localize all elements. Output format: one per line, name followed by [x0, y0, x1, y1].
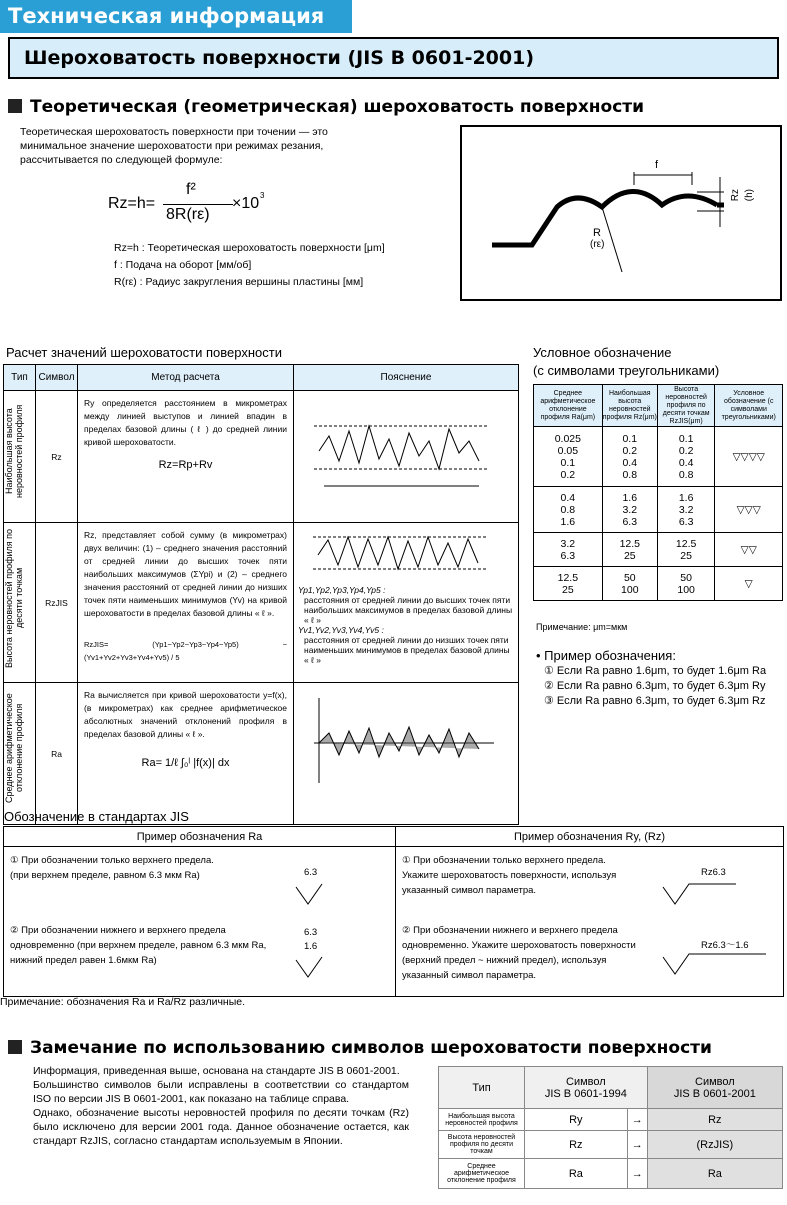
usage-p2: Большинство символов были исправлены в соответствии со стандартом ISO по версии JIS B 0601-2001, как показано на таблице справа. — [33, 1079, 409, 1105]
table-row — [534, 487, 783, 533]
cond-values — [534, 567, 603, 601]
diagram-h-label: (h) — [744, 189, 755, 202]
cond-table — [533, 384, 783, 601]
section-theoretical-title — [8, 97, 644, 117]
examples-title: • Пример обозначения: — [536, 648, 676, 663]
cond-values — [602, 427, 657, 487]
cond-value: 0.8 — [560, 503, 576, 516]
cond-values — [602, 487, 657, 533]
cond-th-sym: Условное обозначение (с символами треугольниками) — [715, 385, 783, 427]
profile-chart — [298, 525, 508, 583]
page-header: Техническая информация — [0, 0, 352, 33]
std-new: Rz — [647, 1109, 782, 1131]
diagram-r-label: R — [593, 227, 601, 239]
row-method: Ry определяется расстоянием в микрометрах между линией выступов и линией впадин в пределах базовой длины ( ℓ ) до средней линии кривой шероховатости. — [84, 398, 287, 447]
row-symbol: Ra — [36, 683, 78, 825]
th-explanation: Пояснение — [294, 365, 519, 391]
cond-title — [533, 344, 719, 380]
def-r: R(rε) : Радиус закругления вершины пластины [мм] — [114, 276, 364, 288]
cond-value: 12.5 — [557, 571, 579, 584]
arrow-icon: → — [627, 1159, 647, 1189]
table-row — [439, 1131, 783, 1159]
jis-note: Примечание: обозначения Ra и Ra/Rz различные. — [0, 996, 246, 1008]
cond-value: 6.3 — [622, 515, 638, 528]
cond-value: 0.2 — [560, 468, 576, 481]
row-formula: Ra= 1/ℓ ∫₀ˡ |f(x)| dx — [141, 757, 230, 769]
cond-value: 0.8 — [622, 468, 638, 481]
arrow-icon: → — [627, 1131, 647, 1159]
row-symbol: RzJIS — [36, 523, 78, 683]
cond-value: 25 — [562, 583, 574, 596]
jis-ry1-text: ① При обозначении только верхнего предела. Укажите шероховатость поверхности, используя указанный символ параметра. — [402, 855, 617, 896]
cond-value: 0.2 — [678, 444, 694, 457]
diagram-rz-label: Rz — [730, 189, 741, 202]
row-type: Среднее арифметическое отклонение профиля — [4, 693, 24, 803]
cond-values — [534, 427, 603, 487]
jis-ra2-text: ② При обозначении нижнего и верхнего предела одновременно (при верхнем пределе, равном 6.3 мкм Ra, нижний предел равен 1.6мкм Ra) — [10, 925, 267, 966]
jis-title: Обозначение в стандартах JIS — [4, 809, 189, 824]
cond-note: Примечание: μm=мкм — [536, 622, 628, 632]
cond-value: 25 — [680, 549, 692, 562]
formula-numerator: f² — [186, 181, 196, 198]
row-method: Rz, представляет собой сумму (в микрометрах) двух величин: (1) – среднего значения расстояний от средней линии до высших точек пяти наибольших максимумов (ΣYpi) и (2) – среднего значения расстояний от средней линии до низших точек пяти наименьших минимумов (Yv) на кривой шероховатости в пределах базовой длины « ℓ ». — [84, 530, 287, 618]
cond-sym: ▽▽▽▽ — [715, 427, 783, 487]
cond-value: 0.1 — [678, 432, 694, 445]
formula — [108, 181, 408, 225]
std-th-1994: Символ JIS B 0601-1994 — [525, 1067, 648, 1109]
table-row — [534, 533, 783, 567]
section-theoretical-label: Теоретическая (геометрическая) шероховатость поверхности — [30, 97, 645, 117]
cond-values — [657, 487, 715, 533]
jis-col-ra: Пример обозначения Ra — [4, 827, 396, 847]
std-type: Наибольшая высота неровностей профиля — [439, 1109, 525, 1131]
row-symbol: Rz — [36, 391, 78, 523]
cond-value: 6.3 — [560, 549, 576, 562]
example-item: ② Если Ra равно 6.3μm, то будет 6.3μm Ry — [544, 680, 766, 692]
section-usage-title — [8, 1038, 712, 1058]
diagram-f-label: f — [655, 159, 659, 171]
cond-sym: ▽ — [715, 567, 783, 601]
geometry-diagram — [460, 125, 782, 301]
cond-value: 0.1 — [622, 432, 638, 445]
jis-ra1-symbol: 6.3 — [304, 867, 318, 878]
row-formula: RzJIS= (Yp1−Yp2−Yp3−Yp4−Yp5) − (Yv1+Yv2+Yv3+Yv4+Yv5) / 5 — [84, 640, 287, 662]
cond-sym: ▽▽ — [715, 533, 783, 567]
cond-value: 3.2 — [678, 503, 694, 516]
cond-value: 0.025 — [554, 432, 581, 445]
cond-value: 0.4 — [622, 456, 638, 469]
formula-left: Rz=h= — [108, 195, 156, 212]
cond-values — [534, 533, 603, 567]
std-old: Ry — [525, 1109, 628, 1131]
arrow-icon: → — [627, 1109, 647, 1131]
cond-value: 0.4 — [678, 456, 694, 469]
formula-denominator: 8R(rε) — [166, 206, 210, 223]
cond-value: 0.4 — [560, 491, 576, 504]
std-type: Высота неровностей профиля по десяти точкам — [439, 1131, 525, 1159]
jis-ra1-text: ① При обозначении только верхнего предела. (при верхнем пределе, равном 6.3 мкм Ra) — [10, 855, 214, 881]
def-f: f : Подача на оборот [мм/об] — [114, 259, 252, 271]
std-th-type: Тип — [439, 1067, 525, 1109]
table-row — [4, 391, 519, 523]
cond-value: 25 — [623, 549, 636, 562]
standard-table — [438, 1066, 783, 1189]
th-symbol: Символ — [36, 365, 78, 391]
row-method: Ra вычисляется при кривой шероховатости y=f(x), (в микрометрах) как среднее арифметическое абсолютных значений отклонений профиля в пределах базовой длины « ℓ ». — [84, 690, 287, 739]
cond-title-2: (с символами треугольниками) — [533, 363, 720, 378]
cond-values — [657, 427, 715, 487]
cond-value: 3.2 — [560, 537, 576, 550]
def-rz: Rz=h : Теоретическая шероховатость поверхности [μm] — [114, 242, 385, 254]
note-yp: Yp1,Yp2,Yp3,Yp4,Yp5 : — [298, 585, 386, 595]
cond-values — [657, 533, 715, 567]
std-old: Rz — [525, 1131, 628, 1159]
jis-ry2-text: ② При обозначении нижнего и верхнего предела одновременно. Укажите шероховатость поверхности (верхний предел ~ нижний предел), используя указанный символ параметра. — [402, 925, 636, 981]
cond-value: 3.2 — [622, 503, 638, 516]
jis-ra2-upper: 6.3 — [304, 927, 318, 938]
cond-value: 100 — [621, 583, 639, 596]
cond-value: 0.8 — [678, 468, 694, 481]
cond-value: 6.3 — [678, 515, 694, 528]
table-row — [4, 683, 519, 825]
cond-values — [602, 567, 657, 601]
table-row — [534, 427, 783, 487]
intro-text: Теоретическая шероховатость поверхности при точении — это минимальное значение шероховатости при режимах резания, рассчитывается по следующей формуле: — [20, 126, 328, 166]
note-yp-text: расстояния от средней линии до высших точек пяти наибольших максимумов в пределах базовой длины « ℓ » — [304, 595, 513, 625]
table-row — [439, 1109, 783, 1131]
cond-value: 12.5 — [675, 537, 697, 550]
example-item: ③ Если Ra равно 6.3μm, то будет 6.3μm Rz — [544, 695, 766, 707]
formula-exp: 3 — [260, 191, 265, 200]
calc-title: Расчет значений шероховатости поверхности — [6, 345, 282, 360]
jis-table — [3, 826, 784, 997]
formula-mult: ×10 — [232, 195, 260, 212]
std-type: Среднее арифметическое отклонение профиля — [439, 1159, 525, 1189]
note-yv: Yv1,Yv2,Yv3,Yv4,Yv5 : — [298, 625, 384, 635]
examples-list — [544, 664, 766, 709]
cond-values — [534, 487, 603, 533]
usage-p1: Информация, приведенная выше, основана на стандарте JIS B 0601-2001. — [33, 1065, 400, 1077]
jis-ry2-symbol: Rz6.3～1.6 — [701, 940, 749, 951]
cond-values — [657, 567, 715, 601]
calc-table — [3, 364, 519, 825]
table-row — [439, 1159, 783, 1189]
usage-p3: Однако, обозначение высоты неровностей профиля по десяти точкам (Rz) было исключено для версии 2001 года. Данное обозначение остается, как стандарт RzJIS, согласно стандартам используемым в Японии. — [33, 1107, 409, 1147]
std-old: Ra — [525, 1159, 628, 1189]
cond-sym: ▽▽▽ — [715, 487, 783, 533]
cond-th-rzjis: Высота неровностей профиля по десяти точкам RzJIS(μm) — [657, 385, 715, 427]
cond-value: 12.5 — [619, 537, 640, 550]
section-usage-label: Замечание по использованию символов шероховатости поверхности — [30, 1038, 712, 1058]
jis-ra2-lower: 1.6 — [304, 941, 318, 952]
note-yv-text: расстояния от средней линии до низших точек пяти наименьших минимумов в пределах базовой длины « ℓ » — [304, 635, 510, 665]
row-formula: Rz=Rp+Rv — [158, 459, 213, 471]
usage-text — [33, 1064, 409, 1148]
diagram-re-label: (rε) — [590, 239, 605, 250]
cond-value: 50 — [680, 571, 692, 584]
row-type: Высота неровностей профиля по десяти точкам — [4, 528, 24, 668]
page-title: Шероховатость поверхности (JIS B 0601-2001) — [8, 37, 779, 79]
square-bullet-icon — [8, 99, 22, 113]
cond-value: 0.05 — [557, 444, 579, 457]
cond-th-rz: Наибольшая высота неровностей профиля Rz(μm) — [602, 385, 657, 427]
cond-value: 1.6 — [560, 515, 576, 528]
profile-chart — [294, 683, 514, 803]
cond-value: 0.1 — [560, 456, 576, 469]
std-new: (RzJIS) — [647, 1131, 782, 1159]
cond-title-1: Условное обозначение — [533, 345, 672, 360]
table-row — [534, 567, 783, 601]
cond-value: 0.2 — [622, 444, 638, 457]
cond-value: 1.6 — [622, 491, 638, 504]
th-type: Тип — [4, 365, 36, 391]
jis-col-ry: Пример обозначения Ry, (Rz) — [396, 827, 784, 847]
jis-ry1-symbol: Rz6.3 — [701, 867, 726, 878]
cond-th-ra: Среднее арифметическое отклонение профиля Ra(μm) — [534, 385, 603, 427]
std-th-2001: Символ JIS B 0601-2001 — [647, 1067, 782, 1109]
cond-values — [602, 533, 657, 567]
profile-chart — [294, 391, 514, 501]
row-type: Наибольшая высота неровностей профиля — [4, 404, 24, 498]
cond-value: 50 — [623, 571, 636, 584]
cond-value: 1.6 — [678, 491, 694, 504]
square-bullet-icon — [8, 1040, 22, 1054]
th-method: Метод расчета — [78, 365, 294, 391]
example-item: ① Если Ra равно 1.6μm, то будет 1.6μm Ra — [544, 665, 767, 677]
formula-definitions — [114, 240, 385, 291]
cond-value: 100 — [677, 583, 695, 596]
table-row — [4, 523, 519, 683]
std-new: Ra — [647, 1159, 782, 1189]
